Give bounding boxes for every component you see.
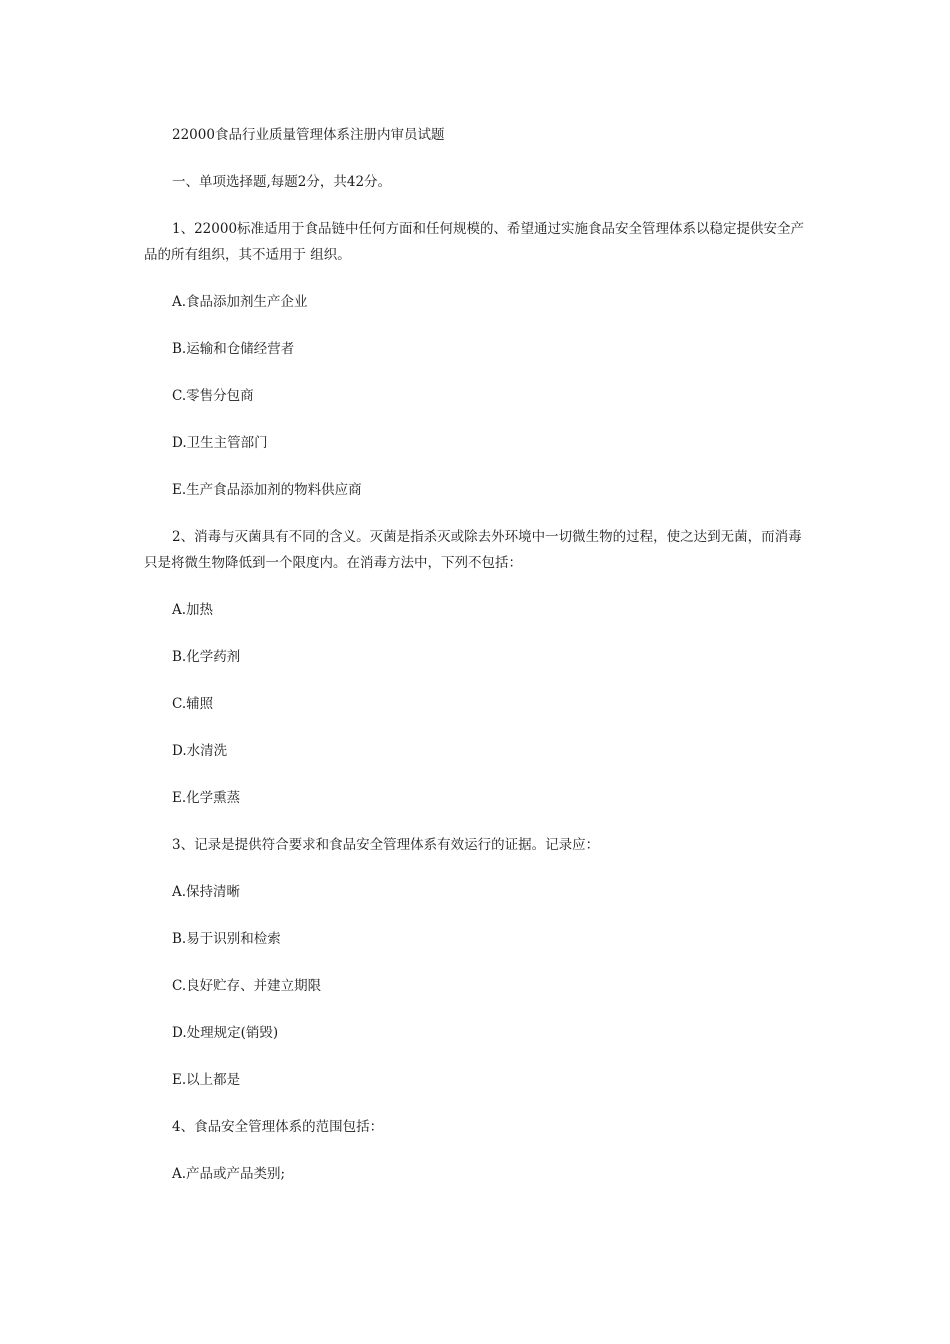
option-2b: B.化学药剂 [172,649,241,665]
option-1d: D.卫生主管部门 [172,435,268,451]
option-1c: C.零售分包商 [172,388,254,404]
document-content [144,122,808,1208]
option-3d: D.处理规定(销毁) [172,1025,279,1041]
question-stem-2: 2、消毒与灭菌具有不同的含义。灭菌是指杀灭或除去外环境中一切微生物的过程，使之达到无菌，而消毒只是将微生物降低到一个限度内。在消毒方法中，下列不包括： [144,529,802,571]
option-3e: E.以上都是 [172,1072,241,1088]
question-stem-1: 1、22000标准适用于食品链中任何方面和任何规模的、希望通过实施食品安全管理体系以稳定提供安全产品的所有组织，其不适用于 组织。 [144,221,805,263]
option-3c: C.良好贮存、并建立期限 [172,978,322,994]
option-2a: A.加热 [172,602,214,618]
option-1e: E.生产食品添加剂的物料供应商 [172,482,362,498]
option-3a: A.保持清晰 [172,884,241,900]
option-3b: B.易于识别和检索 [172,931,281,947]
option-2d: D.水清洗 [172,743,228,759]
option-2c: C.辅照 [172,696,214,712]
question-stem-3: 3、记录是提供符合要求和食品安全管理体系有效运行的证据。记录应： [172,837,600,853]
option-1b: B.运输和仓储经营者 [172,341,295,357]
option-4a: A.产品或产品类别; [172,1166,286,1182]
question-stem-4: 4、食品安全管理体系的范围包括： [172,1119,384,1135]
option-2e: E.化学熏蒸 [172,790,241,806]
document-title: 22000食品行业质量管理体系注册内审员试题 [172,127,445,143]
option-1a: A.食品添加剂生产企业 [172,294,308,310]
section-heading: 一、单项选择题,每题2分，共42分。 [172,174,392,190]
